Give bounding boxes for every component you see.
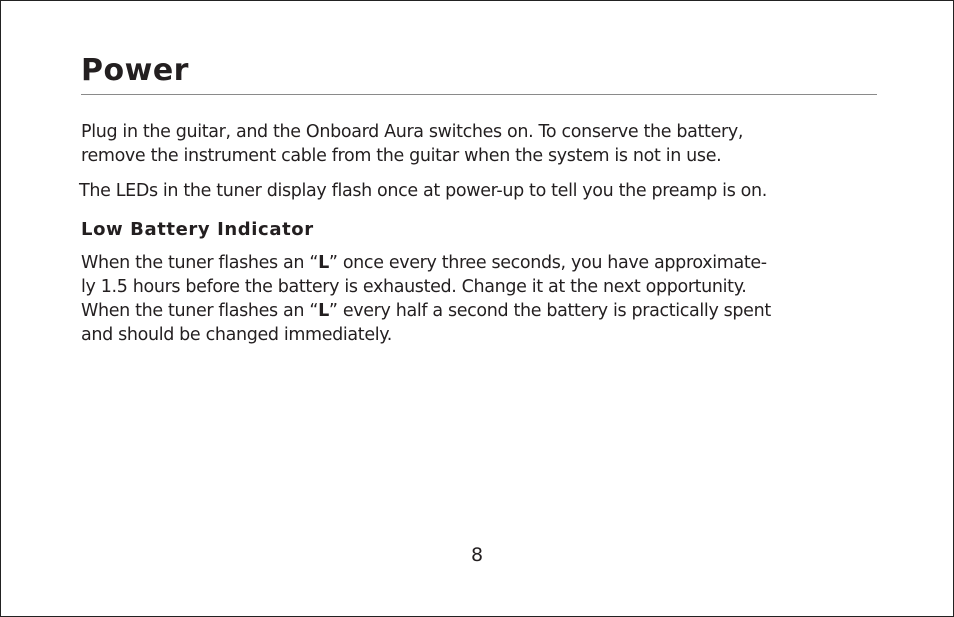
indicator-char-l: L bbox=[318, 301, 329, 321]
subsection-title: Low Battery Indicator bbox=[81, 219, 314, 240]
low-battery-line-3-suffix: ” every half a second the battery is practically spent bbox=[328, 301, 771, 321]
title-divider bbox=[81, 94, 877, 95]
low-battery-line-4: and should be changed immediately. bbox=[81, 325, 392, 345]
power-paragraph-line-2: remove the instrument cable from the guitar when the system is not in use. bbox=[81, 146, 722, 166]
low-battery-paragraph bbox=[81, 251, 771, 347]
page-number: 8 bbox=[470, 544, 484, 566]
power-paragraph bbox=[81, 120, 743, 168]
led-paragraph: The LEDs in the tuner display flash once at power-up to tell you the preamp is on. bbox=[79, 181, 767, 201]
indicator-char-l: L bbox=[318, 253, 329, 273]
power-paragraph-line-1: Plug in the guitar, and the Onboard Aura switches on. To conserve the battery, bbox=[81, 122, 744, 142]
section-title: Power bbox=[81, 53, 189, 88]
low-battery-line-1-suffix: ” once every three seconds, you have approximate- bbox=[328, 253, 767, 273]
low-battery-line-3-prefix: When the tuner flashes an “ bbox=[81, 301, 319, 321]
low-battery-line-1-prefix: When the tuner flashes an “ bbox=[81, 253, 319, 273]
low-battery-line-2: ly 1.5 hours before the battery is exhausted. Change it at the next opportunity. bbox=[81, 277, 747, 297]
